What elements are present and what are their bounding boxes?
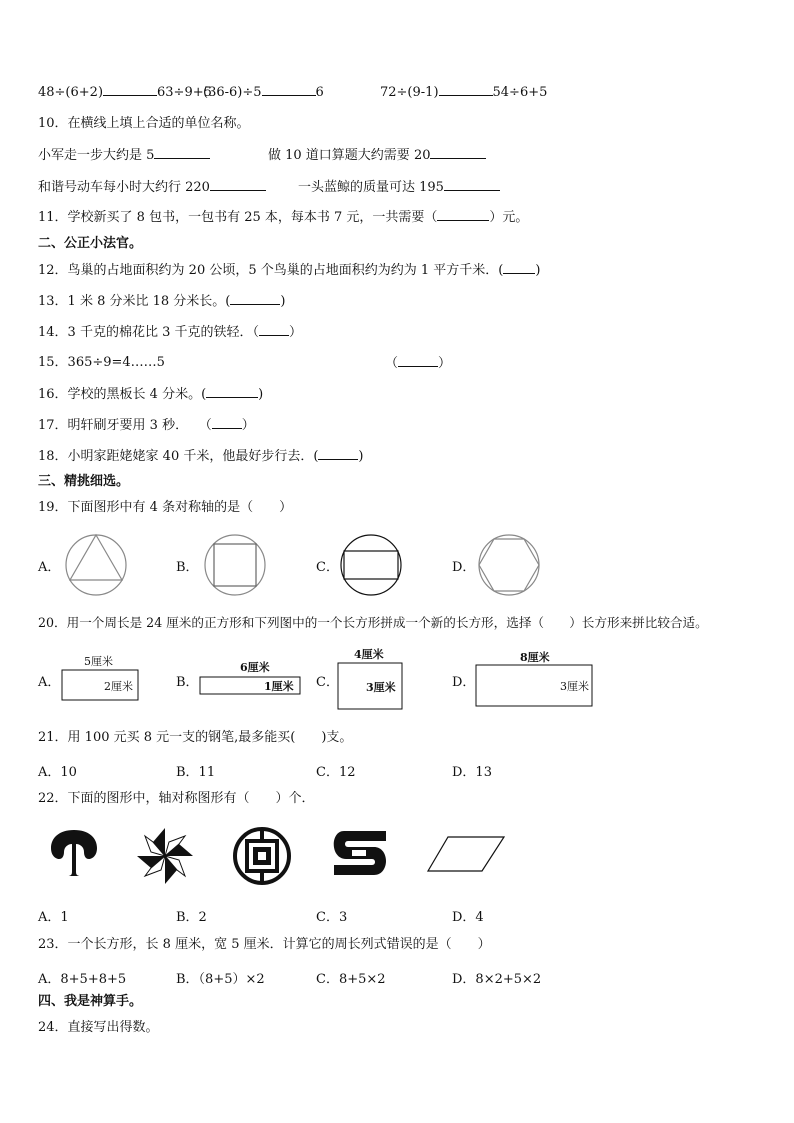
judge-blank[interactable] bbox=[318, 448, 358, 460]
rect-d-top-label: 8厘米 bbox=[520, 651, 550, 664]
q10-part1 bbox=[38, 147, 210, 164]
square-in-circle-icon bbox=[203, 533, 267, 597]
judge-blank[interactable] bbox=[398, 355, 438, 367]
judge-blank[interactable] bbox=[230, 293, 280, 305]
question-12 bbox=[38, 262, 540, 279]
compare-row bbox=[38, 84, 212, 101]
judge-blank[interactable] bbox=[212, 417, 242, 429]
q20-option-b-label: B． bbox=[176, 675, 199, 690]
rect-d-side-label: 3厘米 bbox=[560, 680, 589, 693]
question-24-title: 24．直接写出得数。 bbox=[38, 1020, 159, 1035]
q22-option-a[interactable]: A．1 bbox=[38, 910, 69, 925]
pinwheel-icon bbox=[135, 826, 195, 886]
paren: ) bbox=[358, 449, 364, 464]
q14-text: 14．3 千克的棉花比 3 千克的铁轻．（ bbox=[38, 325, 259, 340]
q10-part2 bbox=[268, 147, 486, 164]
rectangle-d-figure bbox=[474, 648, 596, 710]
question-16 bbox=[38, 386, 263, 403]
section-4-heading: 四、我是神算手。 bbox=[38, 994, 143, 1009]
q19-option-c-label: C． bbox=[316, 560, 339, 575]
rect-b-side-label: 1厘米 bbox=[264, 680, 294, 693]
q20-option-c-label: C． bbox=[316, 675, 339, 690]
q16-text: 16．学校的黑板长 4 分米。( bbox=[38, 387, 207, 402]
question-15-answer bbox=[385, 355, 451, 372]
rectangle-in-circle-icon bbox=[339, 533, 403, 597]
q13-text: 13．1 米 8 分米比 18 分米长。( bbox=[38, 294, 231, 309]
hexagon-in-circle-icon bbox=[477, 533, 541, 597]
answer-blank[interactable] bbox=[437, 209, 489, 221]
q10-part3-text: 和谐号动车每小时大约行 220 bbox=[38, 180, 210, 195]
paren: ） bbox=[288, 325, 302, 340]
q22-option-b[interactable]: B．2 bbox=[176, 910, 207, 925]
question-19-title: 19．下面图形中有 4 条对称轴的是（ ） bbox=[38, 500, 293, 515]
expr-b2: 6 bbox=[315, 85, 324, 100]
q20-option-d-label: D． bbox=[452, 675, 476, 690]
expr-c: 72÷(9-1) bbox=[380, 85, 439, 100]
rect-c-side-label: 3厘米 bbox=[366, 681, 396, 694]
q23-option-b[interactable]: B．（8+5）×2 bbox=[176, 972, 265, 987]
q10-part4 bbox=[298, 179, 500, 196]
q11-text: 11．学校新买了 8 包书，一包书有 25 本，每本书 7 元，一共需要（ bbox=[38, 210, 438, 225]
q10-part4-text: 一头蓝鲸的质量可达 195 bbox=[298, 180, 444, 195]
answer-blank[interactable] bbox=[439, 84, 493, 96]
q10-part3 bbox=[38, 179, 266, 196]
q23-option-d[interactable]: D．8×2+5×2 bbox=[452, 972, 542, 987]
expr-b: (36-6)÷5 bbox=[203, 85, 262, 100]
rectangle-a-figure bbox=[60, 652, 142, 702]
question-11 bbox=[38, 209, 528, 226]
expr-a2: 63÷9+5 bbox=[157, 85, 212, 100]
s-logo-icon bbox=[330, 829, 390, 877]
question-22-title: 22．下面的图形中，轴对称图形有（ ）个． bbox=[38, 791, 315, 806]
q18-text: 18．小明家距姥姥家 40 千米，他最好步行去．( bbox=[38, 449, 319, 464]
paren: ) bbox=[258, 387, 264, 402]
q12-text: 12．鸟巢的占地面积约为 20 公顷，5 个鸟巢的占地面积约为约为 1 平方千米．( bbox=[38, 263, 504, 278]
judge-blank[interactable] bbox=[206, 386, 258, 398]
question-23-title: 23．一个长方形，长 8 厘米，宽 5 厘米．计算它的周长列式错误的是（ ） bbox=[38, 937, 491, 952]
q17-text: 17．明轩刷牙要用 3 秒． （ bbox=[38, 418, 212, 433]
q21-option-d[interactable]: D．13 bbox=[452, 765, 492, 780]
q19-option-b-label: B． bbox=[176, 560, 199, 575]
answer-blank[interactable] bbox=[262, 84, 316, 96]
compare-row-b bbox=[203, 84, 324, 101]
question-10-title: 10．在横线上填上合适的单位名称。 bbox=[38, 116, 250, 131]
q10-part2-text: 做 10 道口算题大约需要 20 bbox=[268, 148, 431, 163]
expr-c2: 54÷6+5 bbox=[492, 85, 548, 100]
judge-blank[interactable] bbox=[259, 324, 289, 336]
q20-option-a-label: A． bbox=[38, 675, 61, 690]
q21-option-b[interactable]: B．11 bbox=[176, 765, 216, 780]
question-13 bbox=[38, 293, 285, 310]
section-2-heading: 二、公正小法官。 bbox=[38, 236, 143, 251]
expr-a: 48÷(6+2) bbox=[38, 85, 104, 100]
question-17 bbox=[38, 417, 255, 434]
unit-blank[interactable] bbox=[430, 147, 486, 159]
rect-c-top-label: 4厘米 bbox=[354, 648, 384, 661]
rectangle-b-figure bbox=[198, 658, 304, 698]
q19-option-d-label: D． bbox=[452, 560, 476, 575]
paren: ） bbox=[438, 356, 452, 371]
question-15 bbox=[38, 355, 165, 371]
paren: （ bbox=[385, 356, 399, 371]
triangle-in-circle-icon bbox=[64, 533, 128, 597]
rect-a-side-label: 2厘米 bbox=[104, 680, 133, 693]
answer-blank[interactable] bbox=[103, 84, 157, 96]
rect-b-top-label: 6厘米 bbox=[240, 661, 270, 674]
q22-option-d[interactable]: D．4 bbox=[452, 910, 484, 925]
unit-blank[interactable] bbox=[444, 179, 500, 191]
q15-text: 15．365÷9=4……5 bbox=[38, 355, 165, 370]
question-21-title: 21．用 100 元买 8 元一支的钢笔,最多能买( )支。 bbox=[38, 730, 353, 745]
q21-option-a[interactable]: A．10 bbox=[38, 765, 77, 780]
section-3-heading: 三、精挑细选。 bbox=[38, 474, 130, 489]
question-20-title: 20．用一个周长是 24 厘米的正方形和下列图中的一个长方形拼成一个新的长方形，选择（ ）长方形来拼比较合适。 bbox=[38, 615, 708, 630]
judge-blank[interactable] bbox=[503, 262, 535, 274]
question-18 bbox=[38, 448, 364, 465]
paren: ) bbox=[535, 263, 541, 278]
q10-part1-text: 小军走一步大约是 5 bbox=[38, 148, 155, 163]
q19-option-a-label: A． bbox=[38, 560, 61, 575]
q23-option-c[interactable]: C．8+5×2 bbox=[316, 972, 386, 987]
q21-option-c[interactable]: C．12 bbox=[316, 765, 356, 780]
parallelogram-icon bbox=[426, 835, 506, 875]
unit-blank[interactable] bbox=[210, 179, 266, 191]
q23-option-a[interactable]: A．8+5+8+5 bbox=[38, 972, 127, 987]
rectangle-c-figure bbox=[336, 645, 406, 713]
unit-blank[interactable] bbox=[154, 147, 210, 159]
question-14 bbox=[38, 324, 302, 341]
q22-option-c[interactable]: C．3 bbox=[316, 910, 348, 925]
paren: ） bbox=[241, 418, 255, 433]
q11-suffix: ）元。 bbox=[489, 210, 529, 225]
paren: ) bbox=[280, 294, 286, 309]
bank-logo-icon bbox=[233, 827, 291, 885]
rect-a-top-label: 5厘米 bbox=[84, 655, 113, 668]
compare-row-c bbox=[380, 84, 547, 101]
mushroom-shape-icon bbox=[48, 828, 100, 880]
